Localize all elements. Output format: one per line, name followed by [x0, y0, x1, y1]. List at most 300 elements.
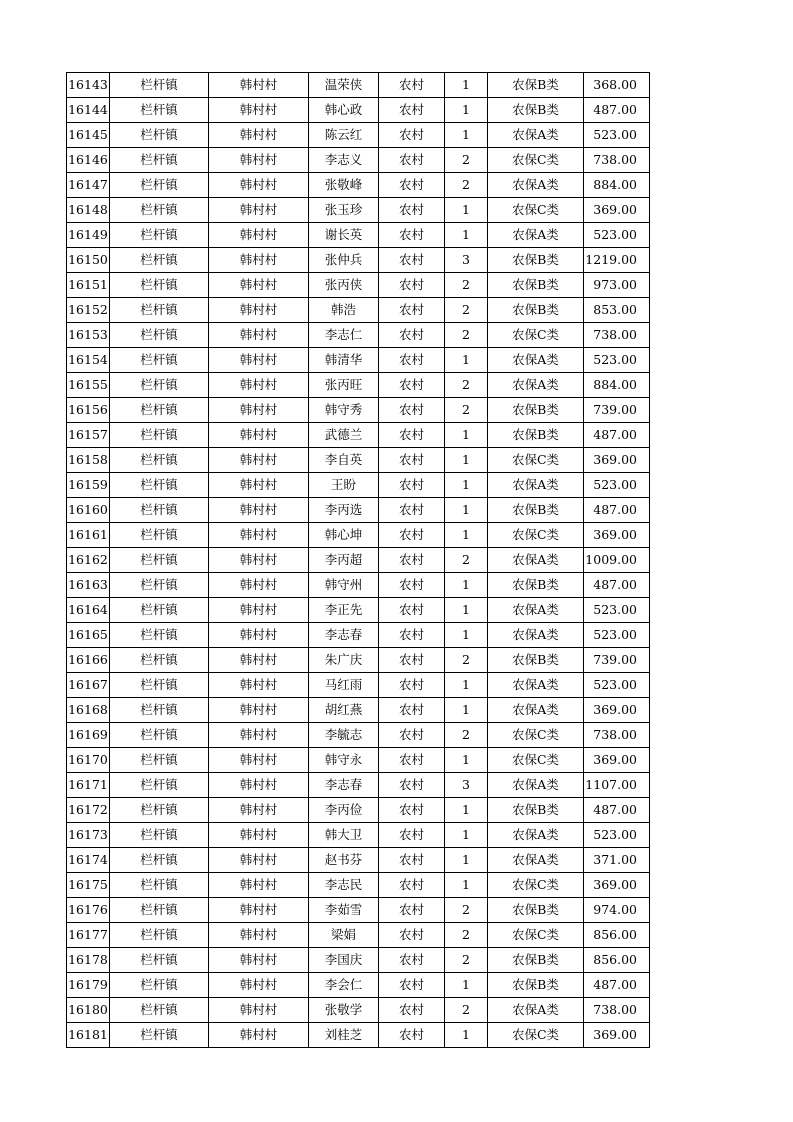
insurance-class-cell: 农保B类: [488, 248, 584, 273]
household-type-cell: 农村: [379, 448, 445, 473]
amount-cell: 523.00: [584, 823, 650, 848]
household-type-cell: 农村: [379, 698, 445, 723]
town-cell: 栏杆镇: [110, 998, 209, 1023]
village-cell: 韩村村: [209, 598, 309, 623]
town-cell: 栏杆镇: [110, 623, 209, 648]
table-row: [67, 73, 650, 98]
table-row: [67, 698, 650, 723]
amount-cell: 1219.00: [584, 248, 650, 273]
amount-cell: 487.00: [584, 98, 650, 123]
village-cell: 韩村村: [209, 648, 309, 673]
household-type-cell: 农村: [379, 723, 445, 748]
town-cell: 栏杆镇: [110, 123, 209, 148]
name-cell: 武德兰: [309, 423, 379, 448]
amount-cell: 487.00: [584, 498, 650, 523]
household-type-cell: 农村: [379, 148, 445, 173]
town-cell: 栏杆镇: [110, 148, 209, 173]
table-row: [67, 348, 650, 373]
town-cell: 栏杆镇: [110, 248, 209, 273]
record-id-cell: 16156: [67, 398, 110, 423]
name-cell: 赵书芬: [309, 848, 379, 873]
amount-cell: 487.00: [584, 573, 650, 598]
town-cell: 栏杆镇: [110, 548, 209, 573]
record-id-cell: 16164: [67, 598, 110, 623]
town-cell: 栏杆镇: [110, 873, 209, 898]
record-id-cell: 16171: [67, 773, 110, 798]
household-type-cell: 农村: [379, 373, 445, 398]
record-id-cell: 16153: [67, 323, 110, 348]
name-cell: 梁娟: [309, 923, 379, 948]
town-cell: 栏杆镇: [110, 223, 209, 248]
person-count-cell: 1: [445, 423, 488, 448]
record-id-cell: 16180: [67, 998, 110, 1023]
town-cell: 栏杆镇: [110, 198, 209, 223]
amount-cell: 739.00: [584, 648, 650, 673]
table-row: [67, 223, 650, 248]
household-type-cell: 农村: [379, 898, 445, 923]
name-cell: 张玉珍: [309, 198, 379, 223]
name-cell: 李自英: [309, 448, 379, 473]
person-count-cell: 1: [445, 98, 488, 123]
table-row: [67, 273, 650, 298]
insurance-class-cell: 农保B类: [488, 98, 584, 123]
name-cell: 韩守永: [309, 748, 379, 773]
name-cell: 韩心政: [309, 98, 379, 123]
name-cell: 李丙选: [309, 498, 379, 523]
person-count-cell: 1: [445, 748, 488, 773]
insurance-class-cell: 农保B类: [488, 73, 584, 98]
household-type-cell: 农村: [379, 198, 445, 223]
table-row: [67, 398, 650, 423]
table-row: [67, 873, 650, 898]
person-count-cell: 1: [445, 473, 488, 498]
village-cell: 韩村村: [209, 523, 309, 548]
name-cell: 李正先: [309, 598, 379, 623]
household-type-cell: 农村: [379, 773, 445, 798]
household-type-cell: 农村: [379, 998, 445, 1023]
person-count-cell: 2: [445, 648, 488, 673]
household-type-cell: 农村: [379, 948, 445, 973]
name-cell: 李丙俭: [309, 798, 379, 823]
insurance-class-cell: 农保A类: [488, 173, 584, 198]
town-cell: 栏杆镇: [110, 298, 209, 323]
table-row: [67, 548, 650, 573]
village-cell: 韩村村: [209, 548, 309, 573]
name-cell: 韩守州: [309, 573, 379, 598]
insurance-class-cell: 农保C类: [488, 448, 584, 473]
person-count-cell: 1: [445, 348, 488, 373]
name-cell: 韩浩: [309, 298, 379, 323]
village-cell: 韩村村: [209, 998, 309, 1023]
amount-cell: 369.00: [584, 698, 650, 723]
village-cell: 韩村村: [209, 248, 309, 273]
name-cell: 张仲兵: [309, 248, 379, 273]
village-cell: 韩村村: [209, 798, 309, 823]
amount-cell: 739.00: [584, 398, 650, 423]
household-type-cell: 农村: [379, 298, 445, 323]
name-cell: 胡红燕: [309, 698, 379, 723]
table-row: [67, 248, 650, 273]
household-type-cell: 农村: [379, 598, 445, 623]
name-cell: 韩心坤: [309, 523, 379, 548]
village-cell: 韩村村: [209, 498, 309, 523]
town-cell: 栏杆镇: [110, 698, 209, 723]
village-cell: 韩村村: [209, 748, 309, 773]
household-type-cell: 农村: [379, 398, 445, 423]
town-cell: 栏杆镇: [110, 323, 209, 348]
table-row: [67, 798, 650, 823]
amount-cell: 371.00: [584, 848, 650, 873]
amount-cell: 369.00: [584, 198, 650, 223]
insurance-class-cell: 农保B类: [488, 498, 584, 523]
town-cell: 栏杆镇: [110, 473, 209, 498]
record-id-cell: 16160: [67, 498, 110, 523]
household-type-cell: 农村: [379, 348, 445, 373]
insurance-class-cell: 农保A类: [488, 348, 584, 373]
insurance-class-cell: 农保B类: [488, 398, 584, 423]
table-row: [67, 673, 650, 698]
table-row: [67, 648, 650, 673]
household-type-cell: 农村: [379, 548, 445, 573]
record-id-cell: 16179: [67, 973, 110, 998]
village-cell: 韩村村: [209, 373, 309, 398]
amount-cell: 856.00: [584, 948, 650, 973]
town-cell: 栏杆镇: [110, 423, 209, 448]
person-count-cell: 1: [445, 523, 488, 548]
amount-cell: 523.00: [584, 598, 650, 623]
amount-cell: 738.00: [584, 323, 650, 348]
record-id-cell: 16148: [67, 198, 110, 223]
village-cell: 韩村村: [209, 848, 309, 873]
name-cell: 李志民: [309, 873, 379, 898]
person-count-cell: 1: [445, 498, 488, 523]
village-cell: 韩村村: [209, 723, 309, 748]
person-count-cell: 1: [445, 448, 488, 473]
village-cell: 韩村村: [209, 123, 309, 148]
village-cell: 韩村村: [209, 98, 309, 123]
name-cell: 张敬峰: [309, 173, 379, 198]
table-row: [67, 1023, 650, 1048]
record-id-cell: 16159: [67, 473, 110, 498]
town-cell: 栏杆镇: [110, 273, 209, 298]
table-row: [67, 973, 650, 998]
insurance-class-cell: 农保A类: [488, 823, 584, 848]
amount-cell: 523.00: [584, 473, 650, 498]
insurance-class-cell: 农保C类: [488, 873, 584, 898]
record-id-cell: 16157: [67, 423, 110, 448]
amount-cell: 1009.00: [584, 548, 650, 573]
name-cell: 王盼: [309, 473, 379, 498]
insurance-class-cell: 农保B类: [488, 423, 584, 448]
household-type-cell: 农村: [379, 523, 445, 548]
village-cell: 韩村村: [209, 823, 309, 848]
town-cell: 栏杆镇: [110, 573, 209, 598]
amount-cell: 369.00: [584, 448, 650, 473]
insurance-class-cell: 农保B类: [488, 948, 584, 973]
person-count-cell: 1: [445, 798, 488, 823]
village-cell: 韩村村: [209, 773, 309, 798]
table-row: [67, 448, 650, 473]
record-id-cell: 16169: [67, 723, 110, 748]
amount-cell: 738.00: [584, 723, 650, 748]
insurance-class-cell: 农保B类: [488, 648, 584, 673]
person-count-cell: 1: [445, 848, 488, 873]
village-cell: 韩村村: [209, 573, 309, 598]
person-count-cell: 1: [445, 73, 488, 98]
amount-cell: 856.00: [584, 923, 650, 948]
record-id-cell: 16145: [67, 123, 110, 148]
name-cell: 韩守秀: [309, 398, 379, 423]
village-cell: 韩村村: [209, 473, 309, 498]
household-type-cell: 农村: [379, 323, 445, 348]
village-cell: 韩村村: [209, 148, 309, 173]
town-cell: 栏杆镇: [110, 523, 209, 548]
table-row: [67, 848, 650, 873]
town-cell: 栏杆镇: [110, 948, 209, 973]
person-count-cell: 3: [445, 248, 488, 273]
household-type-cell: 农村: [379, 473, 445, 498]
amount-cell: 853.00: [584, 298, 650, 323]
amount-cell: 523.00: [584, 223, 650, 248]
amount-cell: 884.00: [584, 173, 650, 198]
record-id-cell: 16165: [67, 623, 110, 648]
name-cell: 李志仁: [309, 323, 379, 348]
household-type-cell: 农村: [379, 873, 445, 898]
record-id-cell: 16151: [67, 273, 110, 298]
insurance-class-cell: 农保B类: [488, 273, 584, 298]
name-cell: 李丙超: [309, 548, 379, 573]
household-type-cell: 农村: [379, 623, 445, 648]
amount-cell: 1107.00: [584, 773, 650, 798]
name-cell: 张丙旺: [309, 373, 379, 398]
insurance-class-cell: 农保C类: [488, 923, 584, 948]
person-count-cell: 2: [445, 723, 488, 748]
household-type-cell: 农村: [379, 798, 445, 823]
person-count-cell: 2: [445, 948, 488, 973]
table-row: [67, 173, 650, 198]
household-type-cell: 农村: [379, 223, 445, 248]
village-cell: 韩村村: [209, 173, 309, 198]
person-count-cell: 1: [445, 598, 488, 623]
household-type-cell: 农村: [379, 573, 445, 598]
person-count-cell: 1: [445, 1023, 488, 1048]
person-count-cell: 2: [445, 173, 488, 198]
household-type-cell: 农村: [379, 823, 445, 848]
table-row: [67, 198, 650, 223]
household-type-cell: 农村: [379, 73, 445, 98]
record-id-cell: 16166: [67, 648, 110, 673]
household-type-cell: 农村: [379, 748, 445, 773]
town-cell: 栏杆镇: [110, 648, 209, 673]
household-type-cell: 农村: [379, 123, 445, 148]
person-count-cell: 1: [445, 823, 488, 848]
table-row: [67, 573, 650, 598]
insurance-class-cell: 农保C类: [488, 523, 584, 548]
town-cell: 栏杆镇: [110, 348, 209, 373]
town-cell: 栏杆镇: [110, 773, 209, 798]
amount-cell: 368.00: [584, 73, 650, 98]
amount-cell: 369.00: [584, 873, 650, 898]
insurance-class-cell: 农保A类: [488, 473, 584, 498]
person-count-cell: 2: [445, 923, 488, 948]
person-count-cell: 1: [445, 873, 488, 898]
town-cell: 栏杆镇: [110, 898, 209, 923]
record-id-cell: 16150: [67, 248, 110, 273]
insurance-class-cell: 农保B类: [488, 798, 584, 823]
record-id-cell: 16161: [67, 523, 110, 548]
village-cell: 韩村村: [209, 973, 309, 998]
table-row: [67, 473, 650, 498]
record-id-cell: 16158: [67, 448, 110, 473]
village-cell: 韩村村: [209, 1023, 309, 1048]
record-id-cell: 16146: [67, 148, 110, 173]
name-cell: 张丙侠: [309, 273, 379, 298]
town-cell: 栏杆镇: [110, 798, 209, 823]
household-type-cell: 农村: [379, 673, 445, 698]
table-row: [67, 523, 650, 548]
insurance-class-cell: 农保A类: [488, 773, 584, 798]
name-cell: 马红雨: [309, 673, 379, 698]
record-id-cell: 16170: [67, 748, 110, 773]
table-body: [67, 73, 650, 1048]
table-row: [67, 773, 650, 798]
name-cell: 李茹雪: [309, 898, 379, 923]
household-type-cell: 农村: [379, 273, 445, 298]
table-row: [67, 323, 650, 348]
insurance-class-cell: 农保C类: [488, 1023, 584, 1048]
record-id-cell: 16175: [67, 873, 110, 898]
town-cell: 栏杆镇: [110, 748, 209, 773]
town-cell: 栏杆镇: [110, 848, 209, 873]
table-row: [67, 923, 650, 948]
table-row: [67, 748, 650, 773]
name-cell: 李会仁: [309, 973, 379, 998]
town-cell: 栏杆镇: [110, 823, 209, 848]
village-cell: 韩村村: [209, 323, 309, 348]
record-id-cell: 16144: [67, 98, 110, 123]
person-count-cell: 1: [445, 573, 488, 598]
insurance-class-cell: 农保A类: [488, 698, 584, 723]
name-cell: 李国庆: [309, 948, 379, 973]
name-cell: 温荣侠: [309, 73, 379, 98]
amount-cell: 369.00: [584, 1023, 650, 1048]
village-cell: 韩村村: [209, 298, 309, 323]
insurance-class-cell: 农保B类: [488, 973, 584, 998]
village-cell: 韩村村: [209, 198, 309, 223]
town-cell: 栏杆镇: [110, 923, 209, 948]
person-count-cell: 1: [445, 698, 488, 723]
name-cell: 张敬学: [309, 998, 379, 1023]
record-id-cell: 16177: [67, 923, 110, 948]
person-count-cell: 2: [445, 148, 488, 173]
town-cell: 栏杆镇: [110, 73, 209, 98]
record-id-cell: 16162: [67, 548, 110, 573]
record-id-cell: 16176: [67, 898, 110, 923]
village-cell: 韩村村: [209, 348, 309, 373]
insurance-class-cell: 农保B类: [488, 573, 584, 598]
person-count-cell: 2: [445, 298, 488, 323]
household-type-cell: 农村: [379, 973, 445, 998]
table-row: [67, 823, 650, 848]
amount-cell: 487.00: [584, 798, 650, 823]
amount-cell: 523.00: [584, 123, 650, 148]
insurance-class-cell: 农保C类: [488, 323, 584, 348]
amount-cell: 738.00: [584, 998, 650, 1023]
insurance-class-cell: 农保B类: [488, 898, 584, 923]
record-id-cell: 16147: [67, 173, 110, 198]
table-row: [67, 123, 650, 148]
table-row: [67, 948, 650, 973]
town-cell: 栏杆镇: [110, 398, 209, 423]
village-cell: 韩村村: [209, 898, 309, 923]
town-cell: 栏杆镇: [110, 448, 209, 473]
village-cell: 韩村村: [209, 923, 309, 948]
insurance-class-cell: 农保C类: [488, 723, 584, 748]
insurance-class-cell: 农保C类: [488, 198, 584, 223]
record-id-cell: 16172: [67, 798, 110, 823]
insurance-class-cell: 农保A类: [488, 598, 584, 623]
amount-cell: 523.00: [584, 623, 650, 648]
amount-cell: 487.00: [584, 973, 650, 998]
insurance-class-cell: 农保C类: [488, 148, 584, 173]
table-row: [67, 423, 650, 448]
village-cell: 韩村村: [209, 673, 309, 698]
insurance-class-cell: 农保A类: [488, 673, 584, 698]
data-table: [66, 72, 650, 1048]
person-count-cell: 1: [445, 623, 488, 648]
village-cell: 韩村村: [209, 448, 309, 473]
household-type-cell: 农村: [379, 648, 445, 673]
name-cell: 陈云红: [309, 123, 379, 148]
record-id-cell: 16155: [67, 373, 110, 398]
table-row: [67, 98, 650, 123]
village-cell: 韩村村: [209, 948, 309, 973]
person-count-cell: 2: [445, 398, 488, 423]
insurance-class-cell: 农保A类: [488, 623, 584, 648]
record-id-cell: 16163: [67, 573, 110, 598]
name-cell: 刘桂芝: [309, 1023, 379, 1048]
insurance-class-cell: 农保C类: [488, 748, 584, 773]
table-row: [67, 723, 650, 748]
amount-cell: 973.00: [584, 273, 650, 298]
insurance-class-cell: 农保A类: [488, 373, 584, 398]
name-cell: 李志义: [309, 148, 379, 173]
record-id-cell: 16149: [67, 223, 110, 248]
insurance-class-cell: 农保A类: [488, 998, 584, 1023]
name-cell: 朱广庆: [309, 648, 379, 673]
insurance-class-cell: 农保A类: [488, 848, 584, 873]
village-cell: 韩村村: [209, 623, 309, 648]
name-cell: 李毓志: [309, 723, 379, 748]
household-type-cell: 农村: [379, 423, 445, 448]
village-cell: 韩村村: [209, 273, 309, 298]
town-cell: 栏杆镇: [110, 1023, 209, 1048]
record-id-cell: 16174: [67, 848, 110, 873]
person-count-cell: 2: [445, 323, 488, 348]
person-count-cell: 2: [445, 548, 488, 573]
household-type-cell: 农村: [379, 848, 445, 873]
town-cell: 栏杆镇: [110, 373, 209, 398]
table-row: [67, 373, 650, 398]
record-id-cell: 16143: [67, 73, 110, 98]
town-cell: 栏杆镇: [110, 673, 209, 698]
name-cell: 李志春: [309, 773, 379, 798]
table-row: [67, 623, 650, 648]
amount-cell: 487.00: [584, 423, 650, 448]
name-cell: 谢长英: [309, 223, 379, 248]
village-cell: 韩村村: [209, 73, 309, 98]
household-type-cell: 农村: [379, 498, 445, 523]
